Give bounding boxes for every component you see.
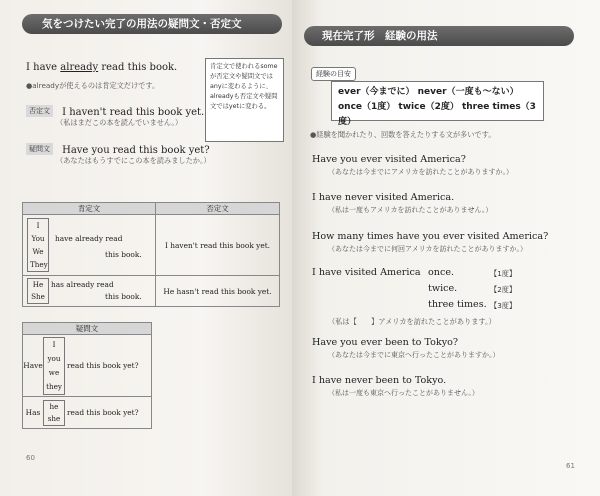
example-block bbox=[312, 337, 500, 360]
experience-guide-box bbox=[331, 81, 544, 127]
guide-line-1: ever（今までに） never（一度も～ない） bbox=[338, 87, 519, 97]
negative-cell-1: I haven't read this book yet. bbox=[156, 215, 280, 276]
example-block bbox=[312, 231, 548, 254]
left-page bbox=[0, 0, 292, 496]
example-translation: （あなたは今までに東京へ行ったことがありますか。） bbox=[328, 351, 500, 359]
count-tag: 【2度】 bbox=[490, 285, 517, 294]
pronoun-cell bbox=[43, 335, 67, 397]
note-line: が否定文や疑問文では bbox=[210, 73, 273, 80]
example-sentence: I have never visited America. bbox=[312, 192, 455, 203]
aff-object: this book. bbox=[105, 292, 142, 301]
col-negative-header: 否定文 bbox=[156, 203, 280, 215]
pronoun-cell bbox=[43, 397, 67, 429]
aux-have: Have bbox=[23, 335, 44, 397]
negative-translation: （私はまだこの本を読んでいません。） bbox=[56, 118, 183, 127]
pronoun-group bbox=[43, 337, 65, 395]
sentence-text: read this book. bbox=[98, 62, 178, 73]
pronoun: we bbox=[48, 367, 60, 377]
example-translation: （あなたは今までに何回アメリカを訪れたことがありますか。） bbox=[328, 245, 528, 253]
example-translation: （私は一度もアメリカを訪れたことがありません。） bbox=[328, 206, 493, 214]
count-tag: 【1度】 bbox=[490, 269, 517, 278]
question-table-header: 疑問文 bbox=[23, 323, 152, 335]
aff-verb: have already read bbox=[55, 234, 123, 243]
visited-sentence: I have visited America bbox=[312, 267, 421, 278]
already-keyword: already bbox=[60, 62, 99, 73]
example-sentence: Have you ever been to Tokyo? bbox=[312, 337, 459, 348]
pronoun: he bbox=[49, 401, 59, 411]
pronoun-group bbox=[43, 400, 65, 426]
negative-cell-2: He hasn't read this book yet. bbox=[156, 276, 280, 307]
note-line: 文ではyetに変わる。 bbox=[210, 103, 271, 110]
pronoun: I bbox=[52, 339, 56, 349]
example-translation: （あなたは今までにアメリカを訪れたことがありますか。） bbox=[328, 168, 514, 176]
pronoun-group bbox=[27, 218, 49, 272]
col-affirmative-header: 肯定文 bbox=[23, 203, 156, 215]
pronoun: I bbox=[36, 221, 40, 230]
example-sentence: Have you ever visited America? bbox=[312, 154, 466, 165]
page-number-right: 61 bbox=[566, 462, 575, 470]
count-tag: 【3度】 bbox=[490, 301, 517, 310]
pronoun-group bbox=[27, 278, 49, 304]
example-sentence: I have never been to Tokyo. bbox=[312, 375, 447, 386]
pronoun: We bbox=[32, 247, 44, 256]
experience-guide-label: 経験の目安 bbox=[311, 67, 356, 81]
right-banner-title: 現在完了形 経験の用法 bbox=[322, 30, 438, 42]
example-sentence: How many times have you ever visited America? bbox=[312, 231, 549, 242]
negative-sentence: I haven't read this book yet. bbox=[62, 107, 205, 118]
note-line: 肯定文で使われるsome bbox=[210, 63, 278, 70]
left-section-banner bbox=[22, 14, 282, 34]
negative-example bbox=[26, 100, 204, 119]
sentence-text: I have bbox=[26, 62, 61, 73]
question-tag: 疑問文 bbox=[26, 143, 53, 155]
example-block bbox=[312, 192, 492, 215]
aux-has: Has bbox=[23, 397, 44, 429]
example-block bbox=[312, 154, 513, 177]
visited-translation: （私は【 】アメリカを訪れたことがあります。） bbox=[328, 317, 496, 326]
pronoun: You bbox=[31, 234, 45, 243]
page-number-left: 60 bbox=[26, 454, 35, 462]
pronoun: She bbox=[31, 292, 45, 301]
affirmative-cell-1 bbox=[23, 215, 156, 276]
aff-verb: has already read bbox=[51, 280, 114, 289]
aff-object: this book. bbox=[105, 250, 142, 259]
count-once: once. bbox=[428, 267, 455, 278]
example-translation: （私は一度も東京へ行ったことがありません。） bbox=[328, 389, 479, 397]
left-banner-title: 気をつけたい完了の用法の疑問文・否定文 bbox=[42, 18, 242, 30]
pronoun: He bbox=[32, 280, 44, 289]
question-translation: （あなたはもうすでにこの本を読みましたか。） bbox=[56, 156, 211, 165]
already-note: ●alreadyが使えるのは肯定文だけです。 bbox=[26, 81, 160, 90]
pronoun: she bbox=[47, 413, 61, 423]
pronoun: they bbox=[46, 381, 62, 391]
count-twice: twice. bbox=[428, 283, 458, 294]
experience-note: ●経験を聞かれたり、回数を答えたりする文が多いです。 bbox=[310, 130, 496, 139]
pronoun: you bbox=[47, 353, 61, 363]
affirmative-sentence bbox=[26, 62, 177, 73]
note-line: anyに変わるように、 bbox=[210, 83, 272, 90]
count-three-times: three times. bbox=[428, 299, 487, 310]
note-line: alreadyも否定文や疑問 bbox=[210, 93, 278, 100]
question-table bbox=[22, 322, 152, 429]
example-block bbox=[312, 375, 479, 398]
question-rest: read this book yet? bbox=[67, 397, 152, 429]
affirmative-negative-table bbox=[22, 202, 280, 307]
question-rest: read this book yet? bbox=[67, 335, 152, 397]
some-any-note-box bbox=[205, 58, 284, 142]
guide-line-2: once（1度） twice（2度） three times（3度） bbox=[338, 102, 536, 127]
affirmative-cell-2 bbox=[23, 276, 156, 307]
negative-tag: 否定文 bbox=[26, 105, 53, 117]
question-example bbox=[26, 138, 210, 157]
pronoun: They bbox=[30, 260, 48, 269]
right-section-banner bbox=[304, 26, 574, 46]
question-sentence: Have you read this book yet? bbox=[62, 145, 210, 156]
